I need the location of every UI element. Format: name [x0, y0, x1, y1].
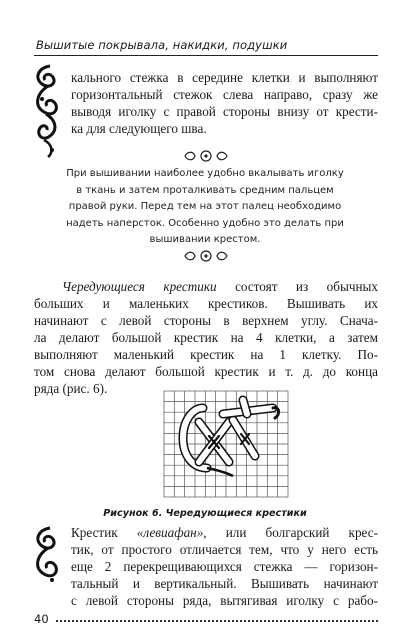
flourish-ornament-icon [30, 62, 64, 160]
body-line: тальный и вертикальный. Вышивать начинают [71, 576, 378, 591]
body-line: том снова делают большой крестик и т. д. до конца [34, 364, 378, 379]
term-alternating-crosses: Чередующиеся крестики [62, 279, 217, 294]
body-line: начинают с левой стороны в верхнем углу. Снача- [34, 313, 378, 328]
flourish-ornament-icon [30, 524, 64, 586]
body-line: еще 2 перекрещивающихся стежка — горизон- [71, 559, 378, 574]
note-line: надеть наперсток. Особенно удобно это делать при [66, 217, 344, 229]
body-line: горизонтальный стежок слева направо, сразу же [71, 87, 378, 102]
header-rule [34, 55, 378, 56]
note-line: вышивании крестом. [149, 234, 261, 245]
body-line: кального стежка в середине клетки и выполняют [71, 70, 378, 85]
body-line: с левой стороны ряда, вытягивая иголку с рабо- [71, 593, 378, 608]
footer-dotted-rule [56, 620, 378, 622]
body-line: ка для следующего шва. [71, 121, 207, 136]
running-head: Вышитые покрывала, накидки, подушки [36, 38, 288, 52]
note-line: в ткань и затем проталкивать средним пальцем [76, 184, 334, 196]
body-line: ряда (рис. 6). [34, 381, 108, 396]
body-line: ла делают большой крестик на 4 клетки, а затем [34, 330, 378, 345]
note-line: При вышивании наиболее удобно вкалывать иголку [66, 168, 344, 179]
note-line: правой руки. Перед тем на этот палец необходимо [68, 201, 342, 212]
body-line: тик, от простого отличается тем, что у него есть [71, 542, 378, 557]
figure-alternating-crosses [163, 390, 289, 498]
floral-divider-icon [183, 149, 229, 163]
body-line: выводя иголку с правой стороны внизу от крести- [71, 104, 378, 119]
body-line: Чередующиеся крестики состоят из обычных [62, 279, 378, 294]
floral-divider-icon [183, 249, 229, 263]
figure-caption: Рисунок 6. Чередующиеся крестики [103, 508, 307, 519]
term-leviathan: «левиафан» [136, 525, 204, 540]
body-line: Крестик «левиафан», или болгарский крес- [71, 525, 378, 540]
page-number: 40 [34, 612, 49, 626]
body-line: выполняют маленький крестик на 1 клетку. По- [34, 347, 378, 362]
body-line: больших и маленьких крестиков. Вышивать их [34, 296, 378, 311]
tip-note [60, 166, 350, 249]
